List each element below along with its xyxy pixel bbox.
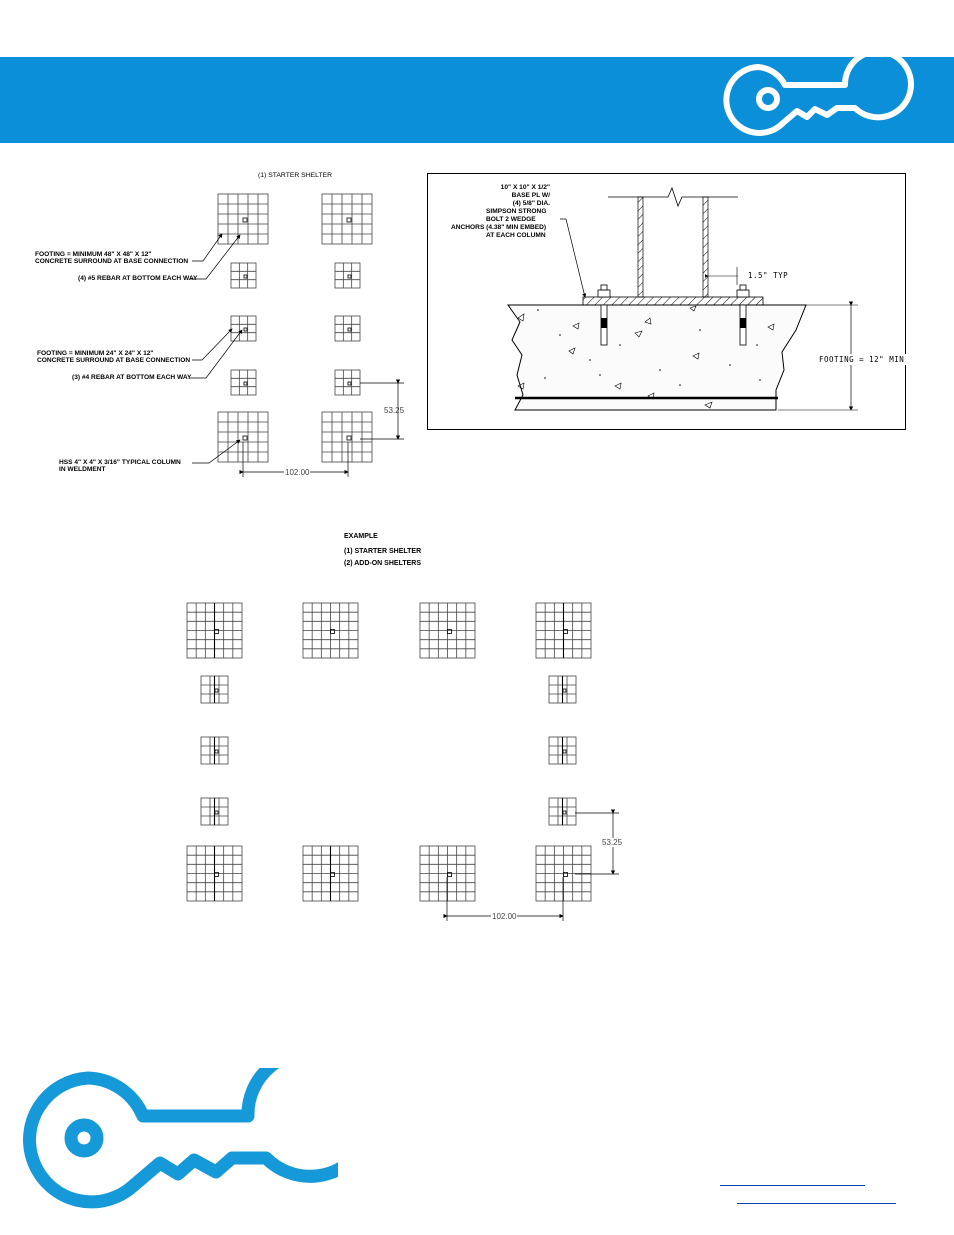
footing-large-label-2: CONCRETE SURROUND AT BASE CONNECTION [35,258,189,265]
column-marker [347,436,351,440]
column-marker [243,218,247,222]
column-marker [348,275,351,278]
column-marker [244,328,247,331]
footing-large [322,194,372,244]
rebar-small-label: (3) #4 REBAR AT BOTTOM EACH WAY [72,374,192,381]
footer-link-1[interactable] [720,1185,865,1186]
column-marker [563,750,566,753]
example-dimensions [447,813,619,921]
footing-large [303,846,358,901]
column-marker [215,689,218,692]
footing-small [231,370,256,395]
detail-label-5: BOLT 2 WEDGE [486,216,536,223]
column-marker [215,750,218,753]
column-marker [244,275,247,278]
footing-small [201,737,228,764]
example-line-2: (2) ADD-ON SHELTERS [344,560,421,567]
leader-footing-small [192,329,232,360]
detail-label-4: SIMPSON STRONG [486,208,547,215]
column-marker [243,436,247,440]
footing-small [335,316,360,341]
footing-large [420,846,475,901]
leader-rebar-small [190,330,242,378]
detail-label-2: BASE PL W/ [511,192,550,199]
footing-large [536,846,591,901]
footing-small-label-2: CONCRETE SURROUND AT BASE CONNECTION [37,357,191,364]
leader-column [192,440,240,463]
footing-large [187,846,242,901]
detail-label-6: ANCHORS (4.38" MIN EMBED) [451,224,547,231]
column-label-2: IN WELDMENT [59,466,106,473]
footing-small [201,798,228,825]
detail-label-7: AT EACH COLUMN [486,232,546,239]
footing-large [218,194,268,244]
footing-large-label-1: FOOTING = MINIMUM 48" X 48" X 12" [35,251,152,258]
column-marker [563,689,566,692]
footing-large [303,603,358,658]
footing-small [335,263,360,288]
footing-small [231,316,256,341]
footer-link-2[interactable] [737,1203,896,1204]
plan1-dimensions [243,383,404,477]
plan1-dim-vertical: 53.25 [384,406,405,415]
column-marker [347,218,351,222]
footing-small [549,798,576,825]
footing-large [322,412,372,462]
footing-small [549,737,576,764]
example-title: EXAMPLE [344,533,378,540]
rebar-large-label: (4) #5 REBAR AT BOTTOM EACH WAY [78,275,198,282]
plan1-footings [218,194,372,462]
example-dim-vertical: 53.25 [602,838,623,847]
plan1-dim-horizontal: 102.00 [285,468,310,477]
footing-large [420,603,475,658]
footing-large [187,603,242,658]
column-marker [348,328,351,331]
detail-label-1: 10" X 10" X 1/2" [500,184,550,191]
column-marker [348,382,351,385]
plan1-title: (1) STARTER SHELTER [258,172,333,179]
column-marker [563,811,566,814]
leader-rebar-large [190,235,240,279]
column-marker [244,382,247,385]
example-dim-horizontal: 102.00 [492,912,517,921]
footing-small-label-1: FOOTING = MINIMUM 24" X 24" X 12" [37,350,154,357]
footing-small [549,676,576,703]
footing-small [231,263,256,288]
footing-small [201,676,228,703]
column-label-1: HSS 4" X 4" X 3/16" TYPICAL COLUMN [59,459,181,466]
example-line-1: (1) STARTER SHELTER [344,548,422,555]
example-footings [187,603,591,901]
footing-large [536,603,591,658]
detail-typ-label: 1.5" TYP [748,271,789,280]
detail-footing-label: FOOTING = 12" MIN [819,355,905,364]
footing-small [335,370,360,395]
key-loop-icon [18,1068,338,1218]
detail-label-3: (4) 5/8" DIA. [512,200,550,207]
leader-footing-large [192,234,222,261]
column-marker [215,811,218,814]
